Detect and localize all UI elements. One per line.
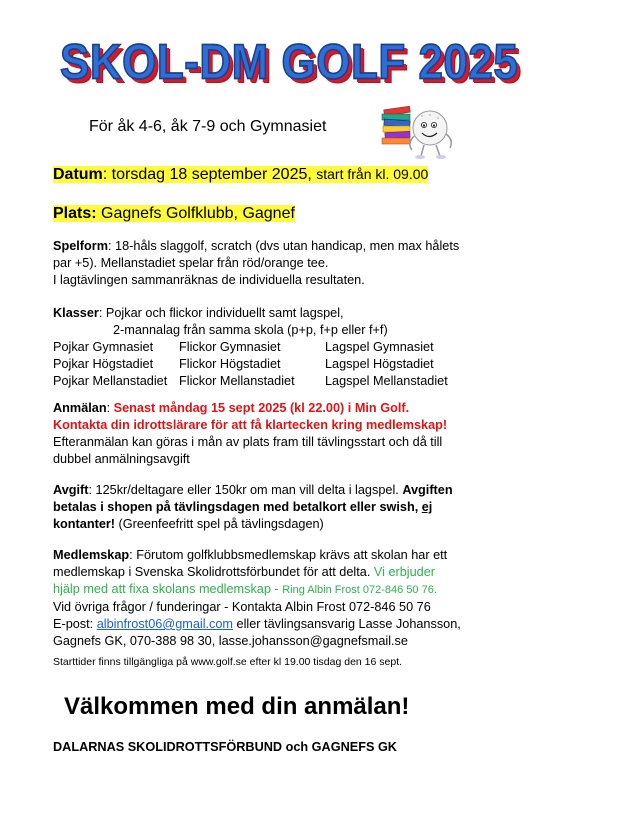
klass-cell: Pojkar Gymnasiet [53,340,154,354]
spelform-line: : 18-håls slaggolf, scratch (dvs utan handicap, men max hålets [108,239,460,253]
anmalan-deadline: Senast måndag 15 sept 2025 (kl 22.00) i Min Golf. [113,401,410,415]
avgift-bold: Avgiften [402,483,453,497]
klasser-table [53,339,475,390]
anmalan-section [53,400,447,468]
spelform-section [53,238,459,289]
subtitle: För åk 4-6, åk 7-9 och Gymnasiet [89,118,327,135]
anmalan-contact: Kontakta din idrottslärare för att få klartecken kring medlemskap! [53,418,448,432]
plats-label: Plats: [53,205,97,222]
spelform-line: I lagtävlingen sammanräknas de individuella resultaten. [53,273,365,287]
medlemskap-line: E-post: [53,617,97,631]
datum-line [53,166,428,184]
avgift-text: : 125kr/deltagare eller 150kr om man vill delta i lagspel. [88,483,403,497]
klass-cell: Pojkar Mellanstadiet [53,374,168,388]
avgift-ej: ej [421,500,433,514]
avgift-label: Avgift [53,483,89,497]
klass-cell: Flickor Högstadiet [179,357,281,371]
plats-value: Gagnefs Golfklubb, Gagnef [96,205,295,222]
klasser-line: : Pojkar och flickor individuellt samt lagspel, [98,306,344,320]
medlemskap-line: Vid övriga frågor / funderingar - Kontakta Albin Frost 072-846 50 76 [53,600,431,614]
klass-cell: Lagspel Högstadiet [325,357,434,371]
spelform-label: Spelform [53,239,108,253]
avgift-bold: kontanter! [53,517,116,531]
avgift-note: (Greenfeefritt spel på tävlingsdagen) [115,517,324,531]
medlemskap-green: Ring Albin Frost 072-846 50 76. [282,584,437,596]
klass-cell: Flickor Gymnasiet [179,340,281,354]
medlemskap-label: Medlemskap [53,548,130,562]
datum-label: Datum [53,166,103,183]
klasser-line: 2-mannalag från samma skola (p+p, f+p eller f+f) [113,323,388,337]
datum-value: : torsdag 18 september 2025, [102,166,317,183]
email-link[interactable]: albinfrost06@gmail.com [96,617,234,631]
medlemskap-green: Vi erbjuder [373,565,436,579]
medlemskap-green: hjälp med att fixa skolans medlemskap - [53,582,283,596]
klasser-section [53,305,475,390]
datum-start: start från kl. 09.00 [316,166,429,182]
avgift-section [53,482,453,533]
anmalan-line: dubbel anmälningsavgift [53,452,190,466]
medlemskap-line: eller tävlingsansvarig Lasse Johansson, [233,617,461,631]
welcome-heading: Välkommen med din anmälan! [64,693,410,720]
klass-cell: Flickor Mellanstadiet [179,374,295,388]
anmalan-line: Efteranmälan kan göras i mån av plats fram till tävlingsstart och då till [53,435,443,449]
medlemskap-line: medlemskap i Svenska Skolidrottsförbundet för att delta. [53,565,374,579]
footer-organizers: DALARNAS SKOLIDROTTSFÖRBUND och GAGNEFS GK [53,740,397,754]
avgift-bold: betalas i shopen på tävlingsdagen med betalkort eller swish, [53,500,422,514]
klass-cell: Pojkar Högstadiet [53,357,154,371]
golf-ball-books-icon [374,88,464,163]
plats-line [53,205,295,223]
spelform-line: par +5). Mellanstadiet spelar från röd/orange tee. [53,256,329,270]
klasser-label: Klasser [53,306,99,320]
anmalan-colon: : [106,401,114,415]
medlemskap-line: Gagnefs GK, 070-388 98 30, lasse.johansson@gagnefsmail.se [53,634,408,648]
medlemskap-line: : Förutom golfklubbsmedlemskap krävs att skolan har ett [129,548,448,562]
anmalan-label: Anmälan [53,401,107,415]
klass-cell: Lagspel Gymnasiet [325,340,434,354]
starttider-note: Starttider finns tillgängliga på www.golf.se efter kl 19.00 tisdag den 16 sept. [53,656,403,668]
klass-cell: Lagspel Mellanstadiet [325,374,448,388]
medlemskap-section [53,547,461,650]
page-title: SKOL-DM GOLF 2025 [60,35,519,90]
